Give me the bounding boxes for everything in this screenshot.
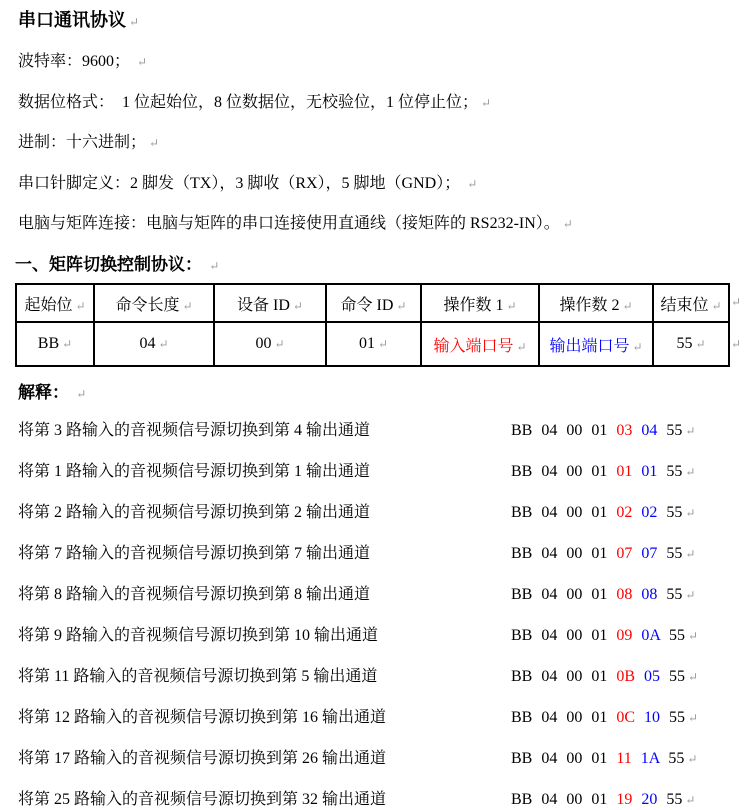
paragraph-mark: ↵ xyxy=(622,299,632,313)
example-row xyxy=(18,544,750,565)
code-prefix: BB 04 00 01 xyxy=(511,791,607,808)
protocol-table xyxy=(15,283,730,367)
code-suffix: 55 xyxy=(669,709,685,726)
code-input-byte: 11 xyxy=(616,750,631,767)
paragraph-mark: ↵ xyxy=(563,217,573,231)
paragraph-mark: ↵ xyxy=(685,793,695,807)
code-prefix: BB 04 00 01 xyxy=(511,627,607,644)
code-suffix: 55 xyxy=(669,627,685,644)
code-output-byte: 1A xyxy=(641,750,660,767)
paragraph-mark: ↵ xyxy=(688,629,698,643)
code-suffix: 55 xyxy=(668,750,684,767)
explain-label: 解释： ↵ xyxy=(18,383,750,405)
example-code xyxy=(511,585,695,606)
protocol-table-wrapper xyxy=(15,283,728,367)
example-desc: 将第 11 路输入的音视频信号源切换到第 5 输出通道 xyxy=(18,667,511,687)
value-cell-end-bit: 55 ↵ xyxy=(653,322,729,366)
code-prefix: BB 04 00 01 xyxy=(511,422,607,439)
intro-line-pin-definition xyxy=(18,174,750,195)
header-cell-start-bit: 起始位 ↵ xyxy=(16,284,94,322)
code-input-byte: 09 xyxy=(616,627,632,644)
example-code xyxy=(511,708,698,729)
code-input-byte: 19 xyxy=(616,791,632,808)
paragraph-mark: ↵ xyxy=(182,299,192,313)
example-row xyxy=(18,626,750,647)
paragraph-mark: ↵ xyxy=(731,337,741,352)
intro-line-text: 数据位格式： 1 位起始位，8 位数据位，无校验位，1 位停止位； xyxy=(18,94,478,111)
paragraph-mark: ↵ xyxy=(685,465,695,479)
example-row xyxy=(18,421,750,442)
code-prefix: BB 04 00 01 xyxy=(511,586,607,603)
example-desc: 将第 1 路输入的音视频信号源切换到第 1 输出通道 xyxy=(18,462,511,482)
paragraph-mark: ↵ xyxy=(687,752,697,766)
code-prefix: BB 04 00 01 xyxy=(511,750,607,767)
example-code xyxy=(511,462,695,483)
page-title xyxy=(18,10,750,32)
value-cell-command-id: 01 ↵ xyxy=(326,322,421,366)
paragraph-mark: ↵ xyxy=(209,259,219,273)
example-code xyxy=(511,544,695,565)
example-row xyxy=(18,462,750,483)
page-title-text: 串口通讯协议 xyxy=(18,10,126,30)
code-suffix: 55 xyxy=(666,422,682,439)
code-input-byte: 08 xyxy=(616,586,632,603)
paragraph-mark: ↵ xyxy=(481,96,491,110)
intro-line-text: 串口针脚定义：2 脚发（TX），3 脚收（RX），5 脚地（GND）； xyxy=(18,175,460,192)
code-suffix: 55 xyxy=(666,463,682,480)
example-desc: 将第 17 路输入的音视频信号源切换到第 26 输出通道 xyxy=(18,749,511,769)
paragraph-mark: ↵ xyxy=(149,136,159,150)
code-prefix: BB 04 00 01 xyxy=(511,545,607,562)
paragraph-mark: ↵ xyxy=(688,711,698,725)
code-suffix: 55 xyxy=(669,668,685,685)
paragraph-mark: ↵ xyxy=(685,506,695,520)
code-input-byte: 01 xyxy=(616,463,632,480)
value-cell-start-bit: BB ↵ xyxy=(16,322,94,366)
code-output-byte: 0A xyxy=(641,627,660,644)
paragraph-mark: ↵ xyxy=(75,299,85,313)
example-code xyxy=(511,667,698,688)
example-row xyxy=(18,667,750,688)
paragraph-mark: ↵ xyxy=(76,387,86,401)
examples-list xyxy=(18,421,750,810)
example-code xyxy=(511,626,698,647)
example-code xyxy=(511,749,697,770)
intro-line-radix xyxy=(18,133,750,154)
code-suffix: 55 xyxy=(666,586,682,603)
example-desc: 将第 2 路输入的音视频信号源切换到第 2 输出通道 xyxy=(18,503,511,523)
code-suffix: 55 xyxy=(666,545,682,562)
code-output-byte: 20 xyxy=(641,791,657,808)
code-prefix: BB 04 00 01 xyxy=(511,709,607,726)
example-desc: 将第 8 路输入的音视频信号源切换到第 8 输出通道 xyxy=(18,585,511,605)
example-code xyxy=(511,790,695,810)
intro-line-pc-connection xyxy=(18,214,750,235)
value-cell-device-id: 00 ↵ xyxy=(214,322,326,366)
paragraph-mark: ↵ xyxy=(62,337,72,351)
example-desc: 将第 7 路输入的音视频信号源切换到第 7 输出通道 xyxy=(18,544,511,564)
paragraph-mark: ↵ xyxy=(378,337,388,351)
paragraph-mark: ↵ xyxy=(506,299,516,313)
code-input-byte: 03 xyxy=(616,422,632,439)
paragraph-mark: ↵ xyxy=(632,340,642,354)
code-input-byte: 07 xyxy=(616,545,632,562)
code-output-byte: 10 xyxy=(644,709,660,726)
intro-line-baud-rate xyxy=(18,52,750,73)
paragraph-mark: ↵ xyxy=(731,295,741,310)
code-input-byte: 02 xyxy=(616,504,632,521)
code-output-byte: 07 xyxy=(641,545,657,562)
paragraph-mark: ↵ xyxy=(711,299,721,313)
example-desc: 将第 25 路输入的音视频信号源切换到第 32 输出通道 xyxy=(18,790,511,810)
code-output-byte: 05 xyxy=(644,668,660,685)
code-input-byte: 0B xyxy=(616,668,635,685)
code-output-byte: 08 xyxy=(641,586,657,603)
example-desc: 将第 3 路输入的音视频信号源切换到第 4 输出通道 xyxy=(18,421,511,441)
code-output-byte: 01 xyxy=(641,463,657,480)
paragraph-mark: ↵ xyxy=(685,547,695,561)
header-cell-operand-1: 操作数 1 ↵ xyxy=(421,284,539,322)
code-prefix: BB 04 00 01 xyxy=(511,504,607,521)
paragraph-mark: ↵ xyxy=(396,299,406,313)
header-cell-device-id: 设备 ID ↵ xyxy=(214,284,326,322)
code-suffix: 55 xyxy=(666,504,682,521)
example-row xyxy=(18,708,750,729)
example-row xyxy=(18,503,750,524)
protocol-table-value-row xyxy=(16,322,729,366)
value-cell-command-length: 04 ↵ xyxy=(94,322,214,366)
paragraph-mark: ↵ xyxy=(274,337,284,351)
code-prefix: BB 04 00 01 xyxy=(511,463,607,480)
paragraph-mark: ↵ xyxy=(129,15,139,29)
paragraph-mark: ↵ xyxy=(685,588,695,602)
example-desc: 将第 12 路输入的音视频信号源切换到第 16 输出通道 xyxy=(18,708,511,728)
example-code xyxy=(511,503,695,524)
paragraph-mark: ↵ xyxy=(158,337,168,351)
paragraph-mark: ↵ xyxy=(688,670,698,684)
intro-line-text: 进制：十六进制； xyxy=(18,134,146,151)
paragraph-mark: ↵ xyxy=(685,424,695,438)
value-cell-output-port: 输出端口号 ↵ xyxy=(539,322,653,366)
paragraph-mark: ↵ xyxy=(137,55,147,69)
header-cell-operand-2: 操作数 2 ↵ xyxy=(539,284,653,322)
code-suffix: 55 xyxy=(666,791,682,808)
example-code xyxy=(511,421,695,442)
code-prefix: BB 04 00 01 xyxy=(511,668,607,685)
code-output-byte: 02 xyxy=(641,504,657,521)
intro-line-text: 电脑与矩阵连接：电脑与矩阵的串口连接使用直通线（接矩阵的 RS232-IN）。 xyxy=(18,215,560,232)
header-cell-command-id: 命令 ID ↵ xyxy=(326,284,421,322)
paragraph-mark: ↵ xyxy=(467,177,477,191)
intro-line-data-bits xyxy=(18,93,750,114)
header-cell-end-bit: 结束位 ↵ xyxy=(653,284,729,322)
paragraph-mark: ↵ xyxy=(695,337,705,351)
code-input-byte: 0C xyxy=(616,709,635,726)
example-row xyxy=(18,585,750,606)
example-desc: 将第 9 路输入的音视频信号源切换到第 10 输出通道 xyxy=(18,626,511,646)
paragraph-mark: ↵ xyxy=(293,299,303,313)
example-row xyxy=(18,749,750,770)
value-cell-input-port: 输入端口号 ↵ xyxy=(421,322,539,366)
section-heading xyxy=(15,255,750,277)
header-cell-command-length: 命令长度 ↵ xyxy=(94,284,214,322)
paragraph-mark: ↵ xyxy=(516,340,526,354)
intro-line-text: 波特率：9600； xyxy=(18,53,130,70)
protocol-table-header-row xyxy=(16,284,729,322)
example-row xyxy=(18,790,750,810)
section-heading-text: 一、矩阵切换控制协议： xyxy=(15,255,202,274)
code-output-byte: 04 xyxy=(641,422,657,439)
